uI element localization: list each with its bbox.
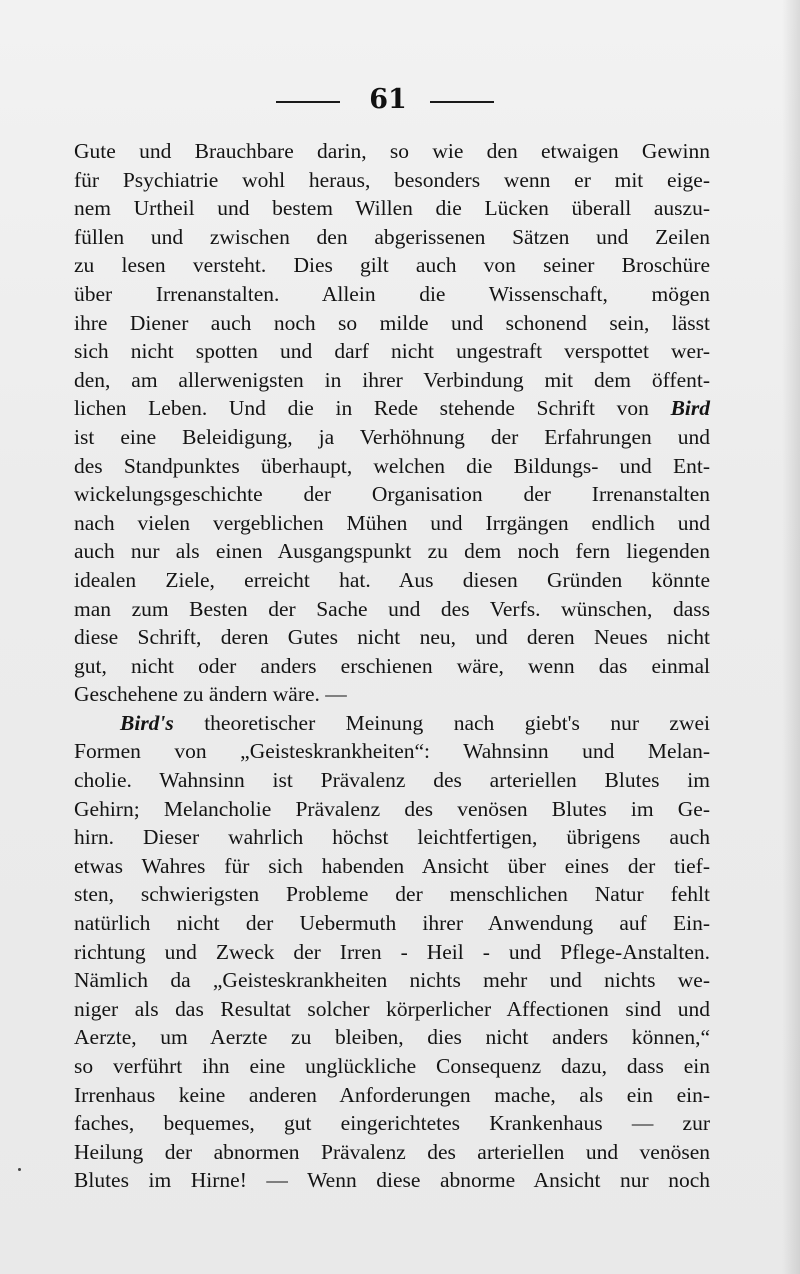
italic-name-birds: Bird's	[120, 710, 174, 735]
text-line: diese Schrift, deren Gutes nicht neu, und deren Neues nicht	[74, 625, 710, 650]
text-segment: theoretischer Meinung nach giebt's nur zwei	[204, 710, 710, 735]
text-line: Geschehene zu ändern wäre. —	[74, 682, 347, 707]
text-line: idealen Ziele, erreicht hat. Aus diesen Gründen könnte	[74, 567, 710, 592]
text-line: Blutes im Hirne! — Wenn diese abnorme Ansicht nur noch	[74, 1168, 710, 1193]
text-line: richtung und Zweck der Irren - Heil - und Pflege-Anstalten.	[74, 939, 710, 964]
text-line: natürlich nicht der Uebermuth ihrer Anwendung auf Ein-	[74, 911, 710, 936]
text-line: Gehirn; Melancholie Prävalenz des venösen Blutes im Ge-	[74, 796, 710, 821]
page-edge-shadow	[782, 0, 800, 1274]
text-line: man zum Besten der Sache und des Verfs. wünschen, dass	[74, 596, 710, 621]
text-line: sich nicht spotten und darf nicht ungestraft verspottet wer-	[74, 339, 710, 364]
text-line: ist eine Beleidigung, ja Verhöhnung der Erfahrungen und	[74, 424, 710, 449]
text-line: niger als das Resultat solcher körperlicher Affectionen sind und	[74, 996, 710, 1021]
text-line: sten, schwierigsten Probleme der menschlichen Natur fehlt	[74, 882, 710, 907]
text-line: zu lesen versteht. Dies gilt auch von seiner Broschüre	[74, 253, 710, 278]
header-rule-right	[430, 101, 494, 103]
text-line: gut, nicht oder anders erschienen wäre, wenn das einmal	[74, 653, 710, 678]
text-line: faches, bequemes, gut eingerichtetes Krankenhaus — zur	[74, 1111, 710, 1136]
text-line-with-italic	[74, 394, 710, 423]
text-line: auch nur als einen Ausgangspunkt zu dem noch fern liegenden	[74, 539, 710, 564]
text-line: so verführt ihn eine unglückliche Consequenz dazu, dass ein	[74, 1054, 710, 1078]
text-line: Aerzte, um Aerzte zu bleiben, dies nicht anders können,“	[74, 1025, 710, 1050]
text-line: cholie. Wahnsinn ist Prävalenz des arteriellen Blutes im	[74, 768, 710, 793]
text-line: hirn. Dieser wahrlich höchst leichtfertigen, übrigens auch	[74, 825, 710, 850]
text-line: ihre Diener auch noch so milde und schonend sein, lässt	[74, 310, 710, 335]
page-header	[0, 80, 800, 120]
print-speck	[18, 1168, 21, 1171]
text-line: füllen und zwischen den abgerissenen Sätzen und Zeilen	[74, 224, 710, 249]
text-line: den, am allerwenigsten in ihrer Verbindung mit dem öffent-	[74, 367, 710, 392]
text-line: über Irrenanstalten. Allein die Wissenschaft, mögen	[74, 281, 710, 306]
text-line: nem Urtheil und bestem Willen die Lücken überall auszu-	[74, 196, 710, 221]
text-line: Gute und Brauchbare darin, so wie den etwaigen Gewinn	[74, 139, 710, 163]
page-number: 61	[369, 84, 407, 115]
header-rule-left	[276, 101, 340, 103]
paragraph-1	[74, 137, 710, 709]
text-line: nach vielen vergeblichen Mühen und Irrgängen endlich und	[74, 510, 710, 535]
text-line: des Standpunktes überhaupt, welchen die Bildungs- und Ent-	[74, 453, 710, 478]
text-line: Heilung der abnormen Prävalenz des arteriellen und venösen	[74, 1139, 710, 1164]
italic-name-bird: Bird	[670, 396, 710, 421]
text-line: Nämlich da „Geisteskrankheiten nichts mehr und nichts we-	[74, 968, 710, 993]
text-line: wickelungsgeschichte der Organisation der Irrenanstalten	[74, 482, 710, 507]
text-line: für Psychiatrie wohl heraus, besonders wenn er mit eige-	[74, 167, 710, 192]
text-line: Irrenhaus keine anderen Anforderungen mache, als ein ein-	[74, 1082, 710, 1107]
text-segment: lichen Leben. Und die in Rede stehende Schrift von	[74, 396, 649, 421]
text-line: etwas Wahres für sich habenden Ansicht über eines der tief-	[74, 853, 710, 878]
body-text	[74, 137, 710, 1195]
text-line-with-italic	[74, 709, 710, 738]
text-line: Formen von „Geisteskrankheiten“: Wahnsinn und Melan-	[74, 739, 710, 764]
paragraph-2	[74, 709, 710, 1195]
